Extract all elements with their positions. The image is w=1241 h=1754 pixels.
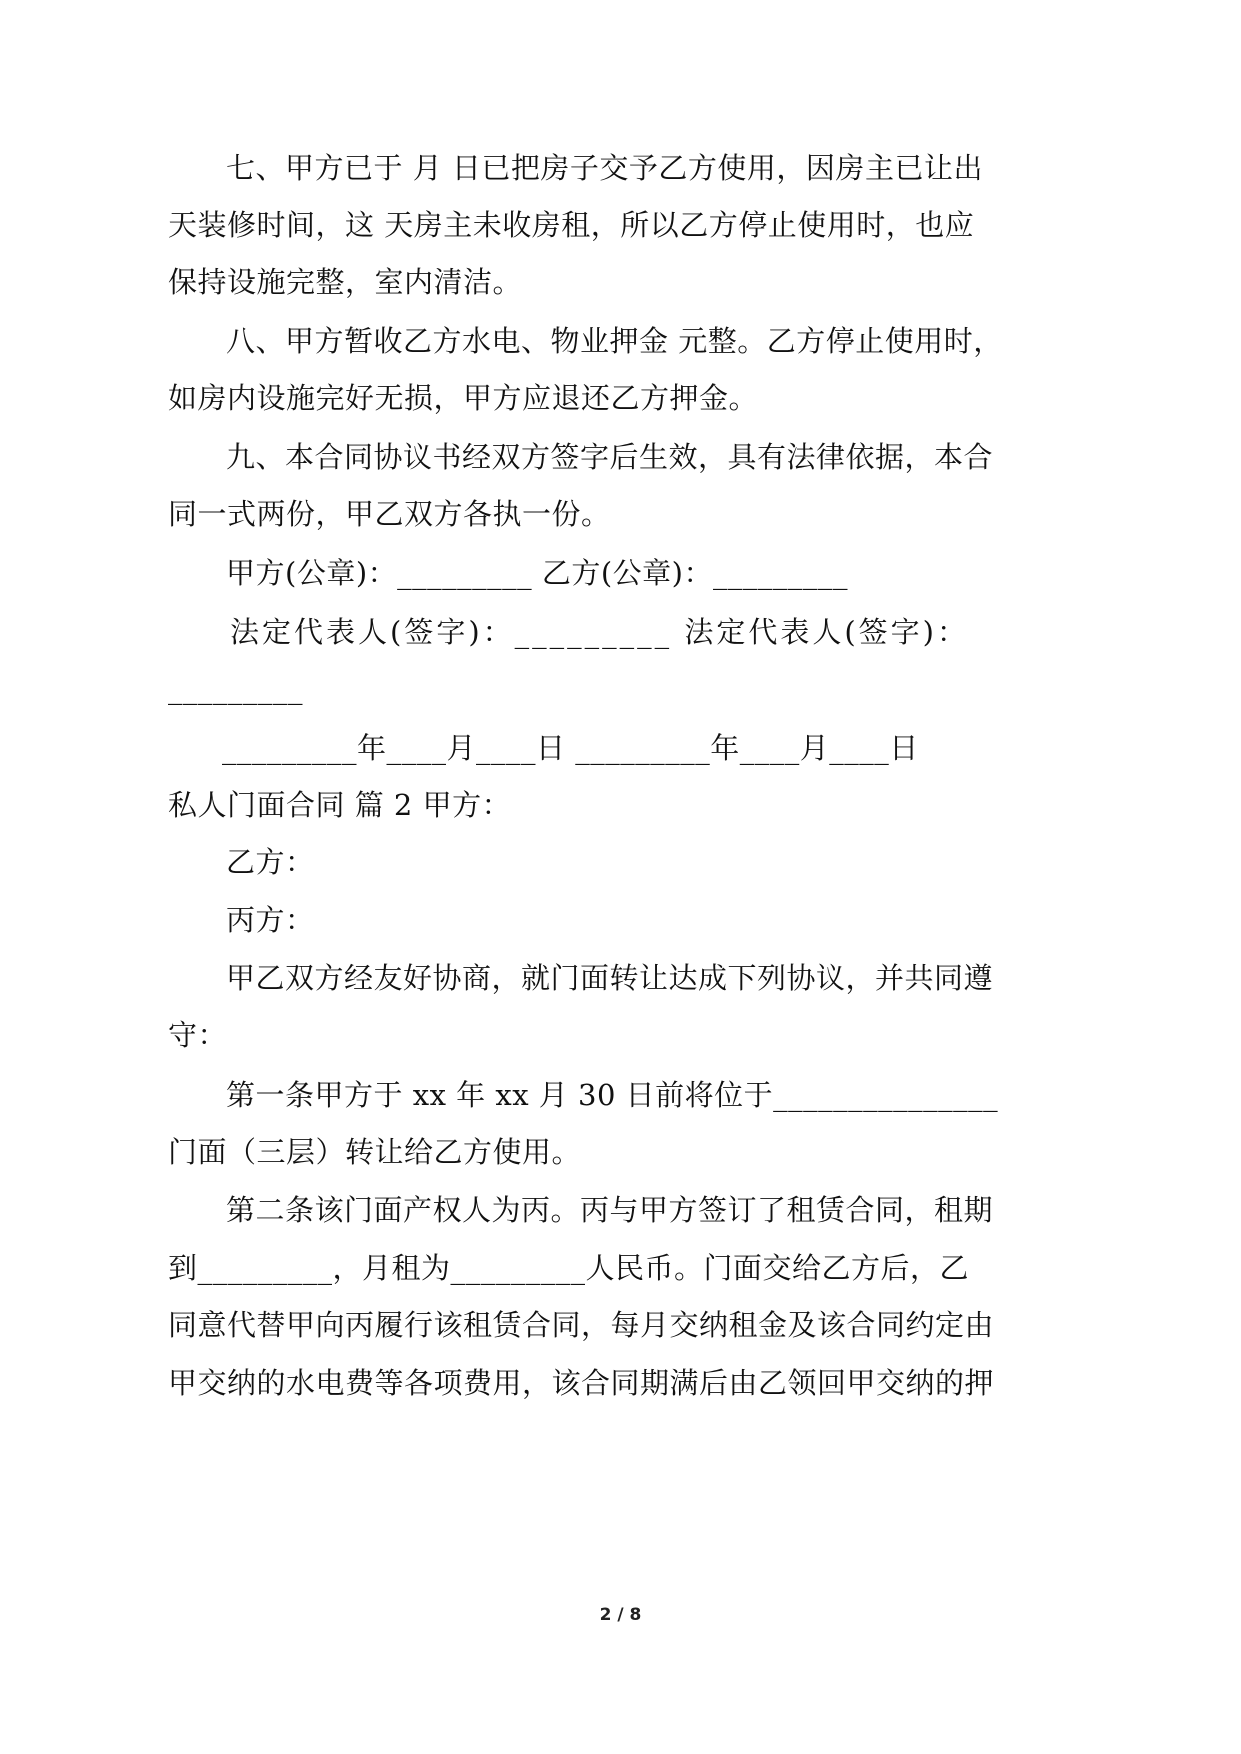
representative-signature-blank: _________ [168, 671, 303, 705]
party-c-label: 丙方： [226, 903, 315, 937]
article-1-line-2: 门面（三层）转让给乙方使用。 [168, 1135, 582, 1169]
representative-signature-line: 法定代表人(签字)：_________ 法定代表人(签字)： [230, 615, 969, 649]
clause-9-line-2: 同一式两份，甲乙双方各执一份。 [168, 497, 611, 531]
date-line: _________年____月____日 _________年____月____日 [222, 731, 919, 765]
article-2-line-3: 同意代替甲向丙履行该租赁合同，每月交纳租金及该合同约定由 [168, 1308, 995, 1342]
party-b-label: 乙方： [226, 845, 315, 879]
clause-7-line-3: 保持设施完整，室内清洁。 [168, 265, 523, 299]
clause-7-line-1: 七、甲方已于 月 日已把房子交予乙方使用，因房主已让出 [226, 151, 983, 185]
clause-8-line-1: 八、甲方暂收乙方水电、物业押金 元整。乙方停止使用时， [226, 324, 1003, 358]
article-2-line-2: 到_________，月租为_________人民币。门面交给乙方后，乙 [168, 1251, 970, 1285]
article-2-line-4: 甲交纳的水电费等各项费用，该合同期满后由乙领回甲交纳的押 [168, 1366, 995, 1400]
article-1-line-1: 第一条甲方于 xx 年 xx 月 30 日前将位于_______________ [226, 1078, 999, 1112]
clause-7-line-2: 天装修时间，这 天房主未收房租，所以乙方停止使用时，也应 [168, 208, 975, 242]
preamble-line-1: 甲乙双方经友好协商，就门面转让达成下列协议，并共同遵 [226, 961, 994, 995]
preamble-line-2: 守： [168, 1018, 228, 1052]
section-heading-contract-2: 私人门面合同 篇 2 甲方： [168, 788, 512, 822]
page-number: 2 / 8 [599, 1605, 642, 1625]
seal-line: 甲方(公章)：_________ 乙方(公章)：_________ [226, 556, 848, 590]
clause-8-line-2: 如房内设施完好无损，甲方应退还乙方押金。 [168, 381, 759, 415]
clause-9-line-1: 九、本合同协议书经双方签字后生效，具有法律依据，本合 [226, 440, 994, 474]
article-2-line-1: 第二条该门面产权人为丙。丙与甲方签订了租赁合同，租期 [226, 1193, 994, 1227]
